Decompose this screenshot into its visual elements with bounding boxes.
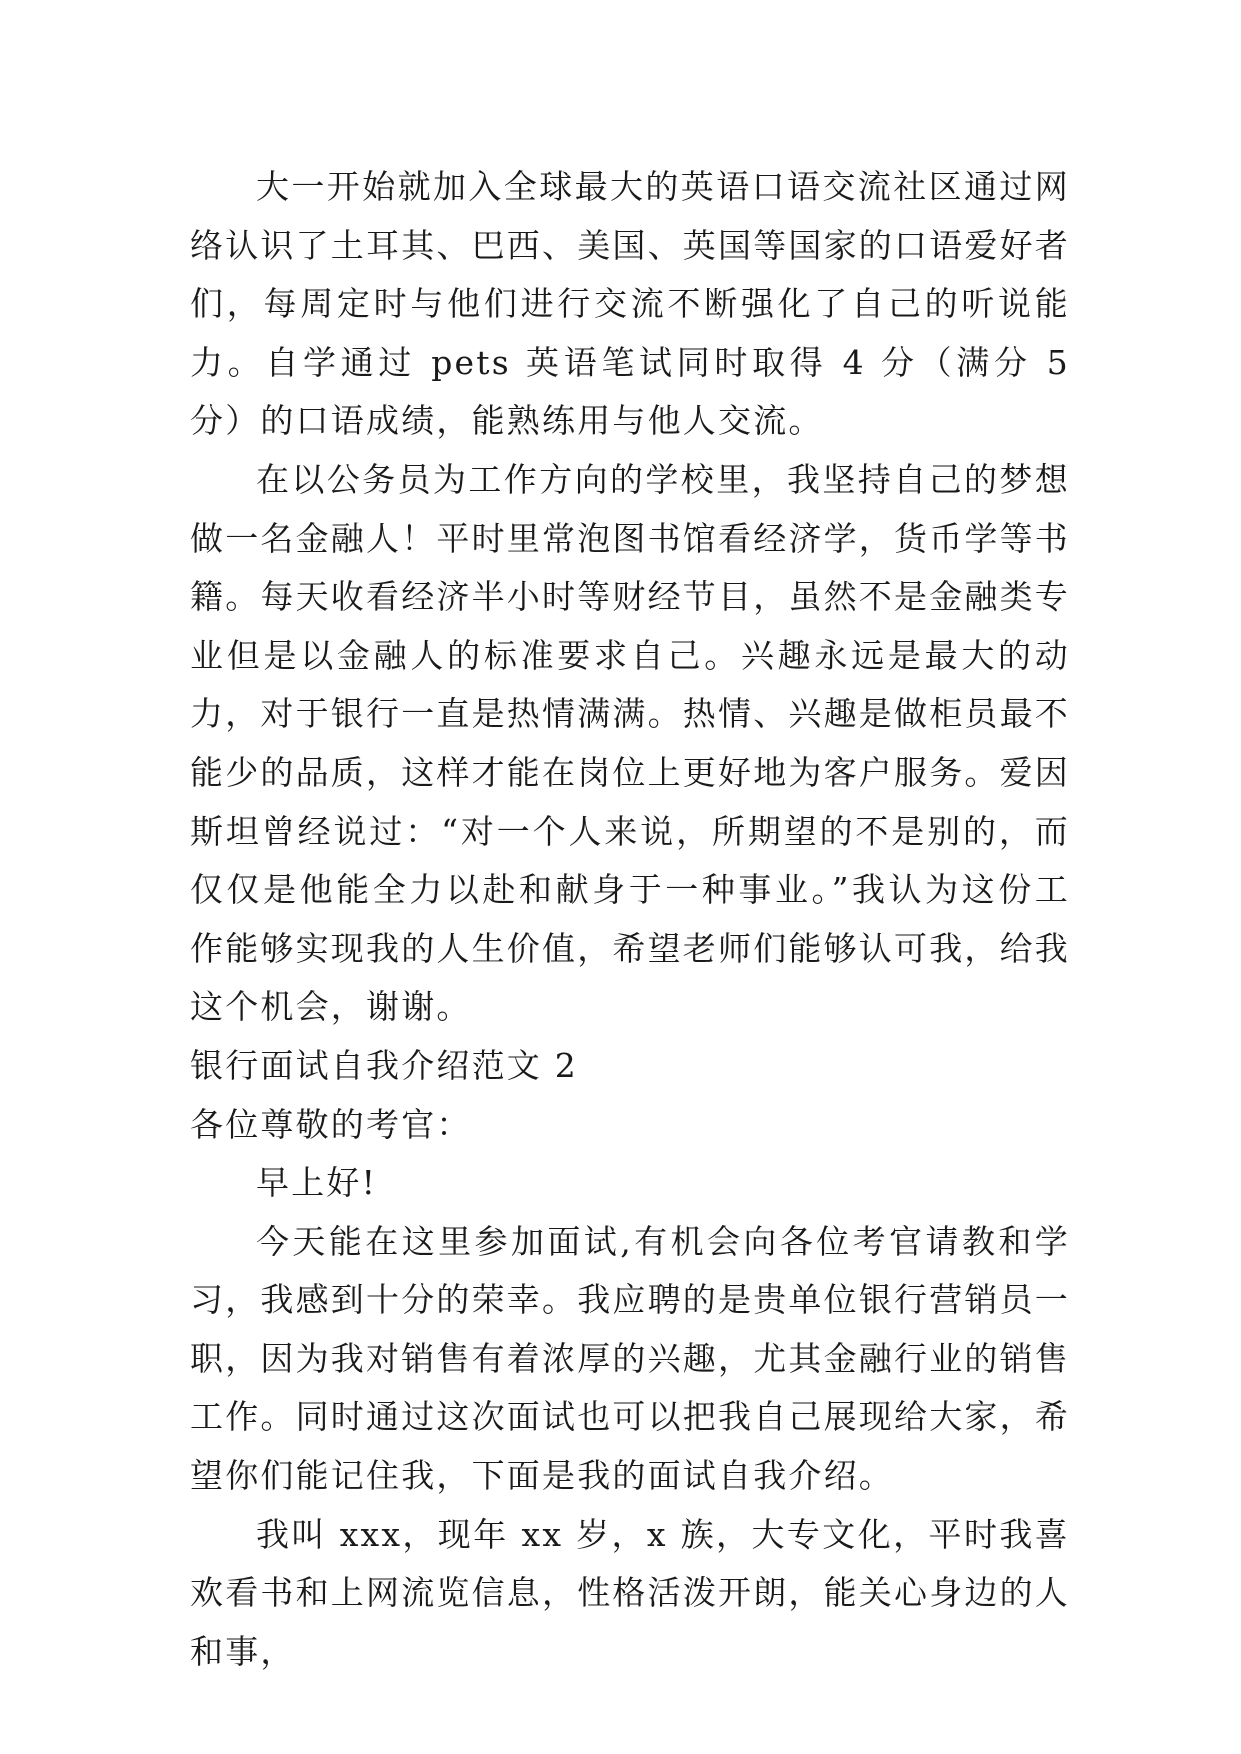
paragraph-english-community: 大一开始就加入全球最大的英语口语交流社区通过网络认识了土耳其、巴西、美国、英国等国家的口语爱好者们，每周定时与他们进行交流不断强化了自己的听说能力。自学通过 pets 英语笔试同时取得 4 分（满分 5 分）的口语成绩，能熟练用与他人交流。 bbox=[190, 167, 1070, 441]
paragraph-personal-info: 我叫 xxx，现年 xx 岁，x 族，大专文化，平时我喜欢看书和上网流览信息，性格活泼开朗，能关心身边的人和事， bbox=[190, 1514, 1070, 1671]
paragraph-finance-dream: 在以公务员为工作方向的学校里，我坚持自己的梦想做一名金融人！平时里常泡图书馆看经济学，货币学等书籍。每天收看经济半小时等财经节目，虽然不是金融类专业但是以金融人的标准要求自己。兴趣永远是最大的动力，对于银行一直是热情满满。热情、兴趣是做柜员最不能少的品质，这样才能在岗位上更好地为客户服务。爱因斯坦曾经说过：“对一个人来说，所期望的不是别的，而仅仅是他能全力以赴和献身于一种事业。”我认为这份工作能够实现我的人生价值，希望老师们能够认可我，给我这个机会，谢谢。 bbox=[190, 459, 1070, 1027]
paragraph-interview-intro: 今天能在这里参加面试,有机会向各位考官请教和学习，我感到十分的荣幸。我应聘的是贵单位银行营销员一职，因为我对销售有着浓厚的兴趣，尤其金融行业的销售工作。同时通过这次面试也可以把我自己展现给大家，希望你们能记住我，下面是我的面试自我介绍。 bbox=[190, 1221, 1070, 1496]
document-body bbox=[190, 158, 1070, 1681]
salutation: 各位尊敬的考官： bbox=[190, 1104, 472, 1144]
greeting: 早上好! bbox=[256, 1163, 378, 1203]
section-title: 银行面试自我介绍范文 2 bbox=[190, 1045, 578, 1085]
